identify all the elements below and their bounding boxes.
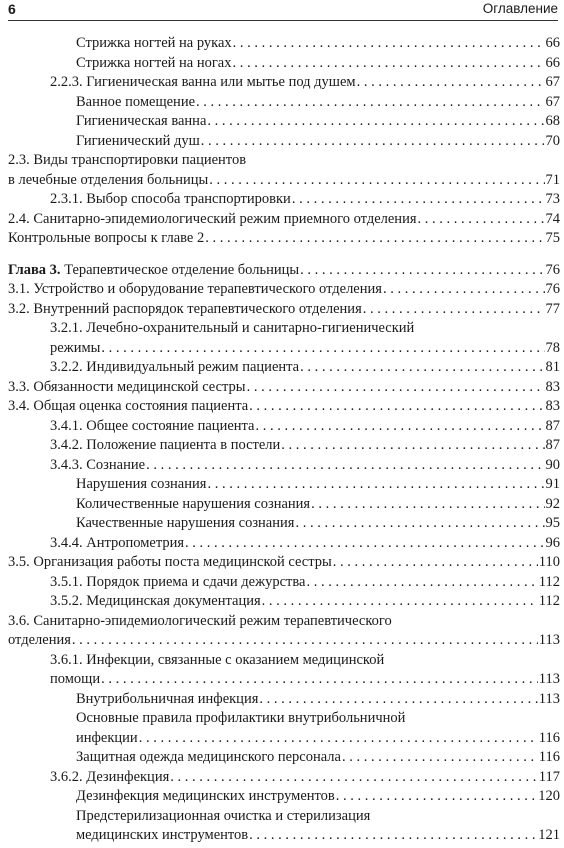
toc-entry	[8, 358, 560, 378]
toc-entry-page: 110	[538, 554, 560, 570]
dot-leader	[363, 300, 545, 320]
toc-entry-page: 90	[545, 456, 560, 473]
toc-entry-page: 67	[545, 93, 560, 110]
dot-leader	[207, 475, 544, 495]
toc-entry	[8, 300, 560, 320]
toc-entry-page: 121	[538, 827, 560, 843]
toc-entry-title: 2.3.1. Выбор способа транспортировки	[50, 191, 291, 207]
dot-leader	[333, 553, 538, 573]
toc-entry-page: 95	[545, 515, 560, 531]
toc-entry	[8, 709, 560, 748]
toc-entry-page: 92	[545, 495, 560, 512]
toc-entry	[8, 112, 560, 132]
dot-leader	[201, 132, 545, 152]
toc-entry-page: 66	[545, 35, 560, 51]
toc-entry-page: 117	[538, 768, 560, 785]
dot-leader	[233, 34, 545, 54]
dot-leader	[247, 378, 545, 398]
toc-entry-page: 83	[545, 378, 560, 395]
dot-leader	[255, 417, 544, 437]
toc-entry	[8, 807, 560, 846]
toc-entry-page: 73	[545, 191, 560, 207]
toc-entry-page: 74	[545, 210, 560, 227]
dot-leader	[300, 261, 544, 281]
toc-entry-page: 75	[545, 230, 560, 246]
dot-leader	[196, 93, 544, 113]
toc-entry	[8, 319, 560, 358]
toc-entry-page: 78	[545, 339, 560, 356]
toc-entry-title: Стрижка ногтей на ногах	[76, 54, 232, 71]
running-title: Оглавление	[482, 1, 558, 16]
toc-entry-title: 3.4. Общая оценка состояния пациента	[8, 398, 249, 414]
toc-entry-title: Основные правила профилактики внутрибольничной	[76, 710, 406, 726]
toc-entry-page: 76	[545, 281, 560, 297]
toc-entry	[8, 93, 560, 113]
toc-entry	[8, 229, 560, 249]
toc-entry-title: Нарушения сознания	[76, 476, 207, 492]
toc-entry	[8, 132, 560, 152]
toc-entry-title: 3.1. Устройство и оборудование терапевтического отделения	[8, 281, 382, 297]
toc-entry	[8, 534, 560, 554]
dot-leader	[311, 495, 544, 515]
toc-entry	[8, 397, 560, 417]
dot-leader	[209, 171, 544, 191]
toc-entry-title-continued: медицинских инструментов	[76, 827, 249, 843]
dot-leader	[259, 690, 537, 710]
toc-entry-page: 76	[545, 261, 560, 278]
dot-leader	[205, 229, 544, 249]
toc-entry-title: 3.5.1. Порядок приема и сдачи дежурства	[50, 573, 306, 590]
dot-leader	[207, 112, 544, 132]
toc-entry	[8, 210, 560, 230]
toc-entry	[8, 151, 560, 190]
dot-leader	[383, 280, 545, 300]
toc-entry-title: Дезинфекция медицинских инструментов	[76, 788, 335, 804]
toc-entry	[8, 475, 560, 495]
toc-entry-page: 116	[538, 729, 560, 746]
toc-entry-title: 3.4.4. Антропометрия	[50, 534, 185, 551]
toc-entry-title: 3.6.2. Дезинфекция	[50, 768, 170, 785]
toc-entry-title: Количественные нарушения сознания	[76, 495, 311, 512]
toc-entry	[8, 34, 560, 54]
dot-leader	[295, 514, 544, 534]
toc-entry-title: Гигиенический душ	[76, 132, 200, 149]
dot-leader	[306, 573, 537, 593]
dot-leader	[336, 787, 537, 807]
toc-entry-title: 2.2.3. Гигиеническая ванна или мытье под душем	[50, 74, 356, 90]
toc-entry-title: 3.4.3. Сознание	[50, 456, 146, 473]
toc-entry	[8, 378, 560, 398]
toc-entry-title: 3.5. Организация работы поста медицинской сестры	[8, 554, 332, 570]
toc-entry	[8, 787, 560, 807]
toc-entry	[8, 592, 560, 612]
toc-entry-page: 116	[538, 749, 560, 765]
chapter-label: Глава 3.	[8, 261, 61, 278]
toc-entry-page: 112	[538, 573, 560, 590]
toc-entry-title: 2.3. Виды транспортировки пациентов	[8, 152, 247, 168]
toc-entry-title: Защитная одежда медицинского персонала	[76, 749, 341, 765]
toc-entry-page: 113	[538, 690, 560, 707]
toc-entry	[8, 612, 560, 651]
dot-leader	[300, 358, 544, 378]
toc-entry-page: 70	[545, 132, 560, 149]
toc-entry-title-continued: режимы	[50, 339, 101, 356]
toc-entry-page: 113	[538, 632, 560, 648]
dot-leader	[249, 397, 544, 417]
toc-entry-title: 3.6.1. Инфекции, связанные с оказанием медицинской	[50, 651, 385, 668]
toc-entry	[8, 651, 560, 690]
running-header	[8, 0, 558, 21]
dot-leader	[249, 826, 537, 846]
dot-leader	[101, 670, 538, 690]
toc-entry-title: 3.5.2. Медицинская документация	[50, 593, 261, 609]
toc-entry-title: 2.4. Санитарно-эпидемиологический режим приемного отделения	[8, 210, 417, 227]
toc-entry	[8, 553, 560, 573]
dot-leader	[101, 339, 544, 359]
toc-entry-title: Гигиеническая ванна	[76, 113, 207, 129]
toc-entry-title-continued: отделения	[8, 632, 71, 648]
toc-entry	[8, 54, 560, 74]
toc-entry-title: 3.2. Внутренний распорядок терапевтического отделения	[8, 300, 362, 317]
toc-entry-page: 87	[545, 417, 560, 434]
dot-leader	[357, 73, 545, 93]
toc-entry-page: 96	[545, 534, 560, 551]
toc-entry-page: 91	[545, 476, 560, 492]
toc-entry-page: 87	[545, 437, 560, 453]
toc-entry	[8, 573, 560, 593]
toc-entry-title: Качественные нарушения сознания	[76, 515, 295, 531]
dot-leader	[262, 592, 538, 612]
toc-entry-title: 3.4.1. Общее состояние пациента	[50, 417, 255, 434]
toc-entry	[8, 514, 560, 534]
toc-entry-title: 3.2.1. Лечебно-охранительный и санитарно-гигиенический	[50, 320, 415, 336]
toc-entry-title: Предстерилизационная очистка и стерилизация	[76, 807, 371, 824]
dot-leader	[72, 631, 538, 651]
toc-entry	[8, 280, 560, 300]
toc-entry-title	[8, 261, 299, 281]
toc-entry-title-continued: инфекции	[76, 729, 138, 746]
toc-entry	[8, 495, 560, 515]
toc-entry-title: Внутрибольничная инфекция	[76, 690, 259, 707]
toc-entry-title-continued: помощи	[50, 671, 101, 687]
dot-leader	[170, 768, 538, 788]
toc-entry	[8, 190, 560, 210]
toc-entry-page: 83	[545, 398, 560, 414]
toc-entry	[8, 417, 560, 437]
page-number: 6	[8, 1, 16, 17]
toc-entry	[8, 261, 560, 281]
toc-entry	[8, 768, 560, 788]
dot-leader	[185, 534, 544, 554]
toc-entry-title: 3.4.2. Положение пациента в постели	[50, 437, 281, 453]
toc-entry-title: 3.6. Санитарно-эпидемиологический режим терапевтического	[8, 612, 392, 629]
toc-entry-title: 3.2.2. Индивидуальный режим пациента	[50, 359, 300, 375]
toc-entry	[8, 748, 560, 768]
toc-entry-page: 66	[545, 54, 560, 71]
toc-entry-page: 77	[545, 300, 560, 317]
toc-entry-page: 68	[545, 113, 560, 129]
toc-entry-title: Контрольные вопросы к главе 2	[8, 230, 205, 246]
table-of-contents	[8, 34, 560, 846]
toc-entry-page: 67	[545, 74, 560, 90]
toc-entry	[8, 456, 560, 476]
toc-entry-page: 71	[545, 171, 560, 188]
toc-entry-page: 113	[538, 671, 560, 687]
toc-entry	[8, 690, 560, 710]
toc-entry-title: 3.3. Обязанности медицинской сестры	[8, 378, 246, 395]
toc-entry-title: Ванное помещение	[76, 93, 196, 110]
toc-entry-title-continued: в лечебные отделения больницы	[8, 171, 209, 188]
toc-entry-title: Стрижка ногтей на руках	[76, 35, 232, 51]
dot-leader	[292, 190, 545, 210]
toc-entry	[8, 436, 560, 456]
toc-entry	[8, 73, 560, 93]
dot-leader	[233, 54, 545, 74]
dot-leader	[418, 210, 545, 230]
dot-leader	[342, 748, 538, 768]
toc-entry-page: 120	[538, 788, 560, 804]
toc-entry-page: 81	[545, 359, 560, 375]
toc-entry-page: 112	[538, 593, 560, 609]
dot-leader	[146, 456, 544, 476]
dot-leader	[139, 729, 538, 749]
toc-entry-title-text: Терапевтическое отделение больницы	[64, 261, 300, 278]
dot-leader	[281, 436, 544, 456]
